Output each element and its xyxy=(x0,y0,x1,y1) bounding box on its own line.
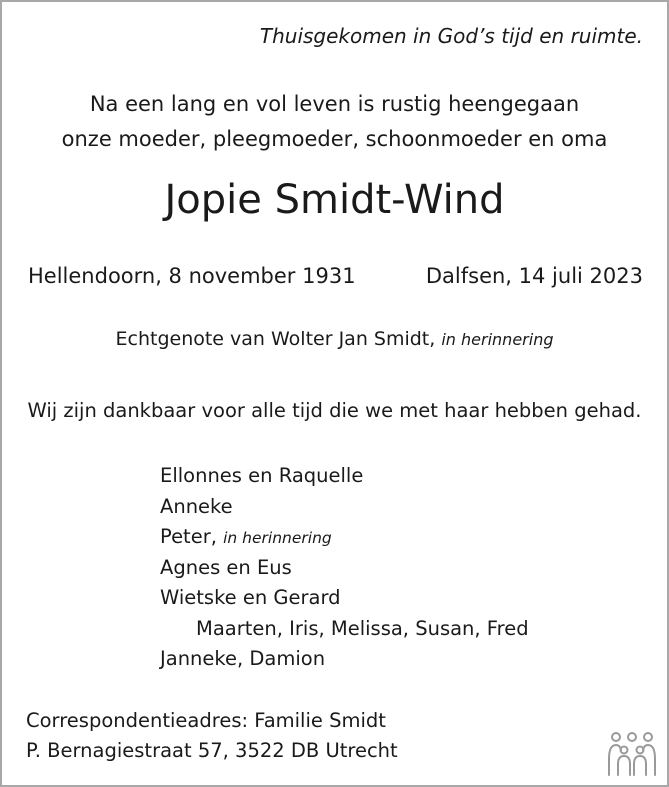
family-member-name: Anneke xyxy=(160,494,233,518)
family-member-name: Ellonnes en Raquelle xyxy=(160,464,364,487)
family-member xyxy=(160,527,529,558)
correspondence-address: P. Bernagiestraat 57, 3522 DB Utrecht xyxy=(26,739,398,762)
gratitude-line: Wij zijn dankbaar voor alle tijd die we met haar hebben gehad. xyxy=(27,399,642,422)
family-member xyxy=(160,588,529,619)
family-member-name: Maarten, Iris, Melissa, Susan, Fred xyxy=(196,616,529,640)
family-member xyxy=(160,494,529,528)
birth-place-date: Hellendoorn, 8 november 1931 xyxy=(28,264,356,288)
family-member-note: in herinnering xyxy=(223,529,332,547)
spouse-text: Echtgenote van Wolter Jan Smidt, xyxy=(115,328,436,350)
family-list xyxy=(160,466,529,680)
intro-line-2: onze moeder, pleegmoeder, schoonmoeder en oma xyxy=(61,127,608,151)
family-member-name: Wietske en Gerard xyxy=(160,586,341,609)
motto: Thuisgekomen in God’s tijd en ruimte. xyxy=(259,24,643,48)
family-grandchildren xyxy=(160,616,529,650)
family-member-name: Agnes en Eus xyxy=(160,555,292,579)
family-people-icon xyxy=(606,731,658,777)
death-place-date: Dalfsen, 14 juli 2023 xyxy=(425,264,643,288)
family-member xyxy=(160,466,529,497)
spouse-note: in herinnering xyxy=(441,330,554,349)
family-member-name: Peter, xyxy=(160,525,217,548)
intro-line-1: Na een lang en vol leven is rustig heengegaan xyxy=(89,92,580,116)
spouse-line xyxy=(2,330,667,349)
family-member-name: Janneke, Damion xyxy=(160,647,326,670)
deceased-name: Jopie Smidt-Wind xyxy=(164,177,505,223)
family-member xyxy=(160,555,529,589)
family-member xyxy=(160,649,529,680)
correspondence-line-1: Correspondentieadres: Familie Smidt xyxy=(26,709,386,732)
